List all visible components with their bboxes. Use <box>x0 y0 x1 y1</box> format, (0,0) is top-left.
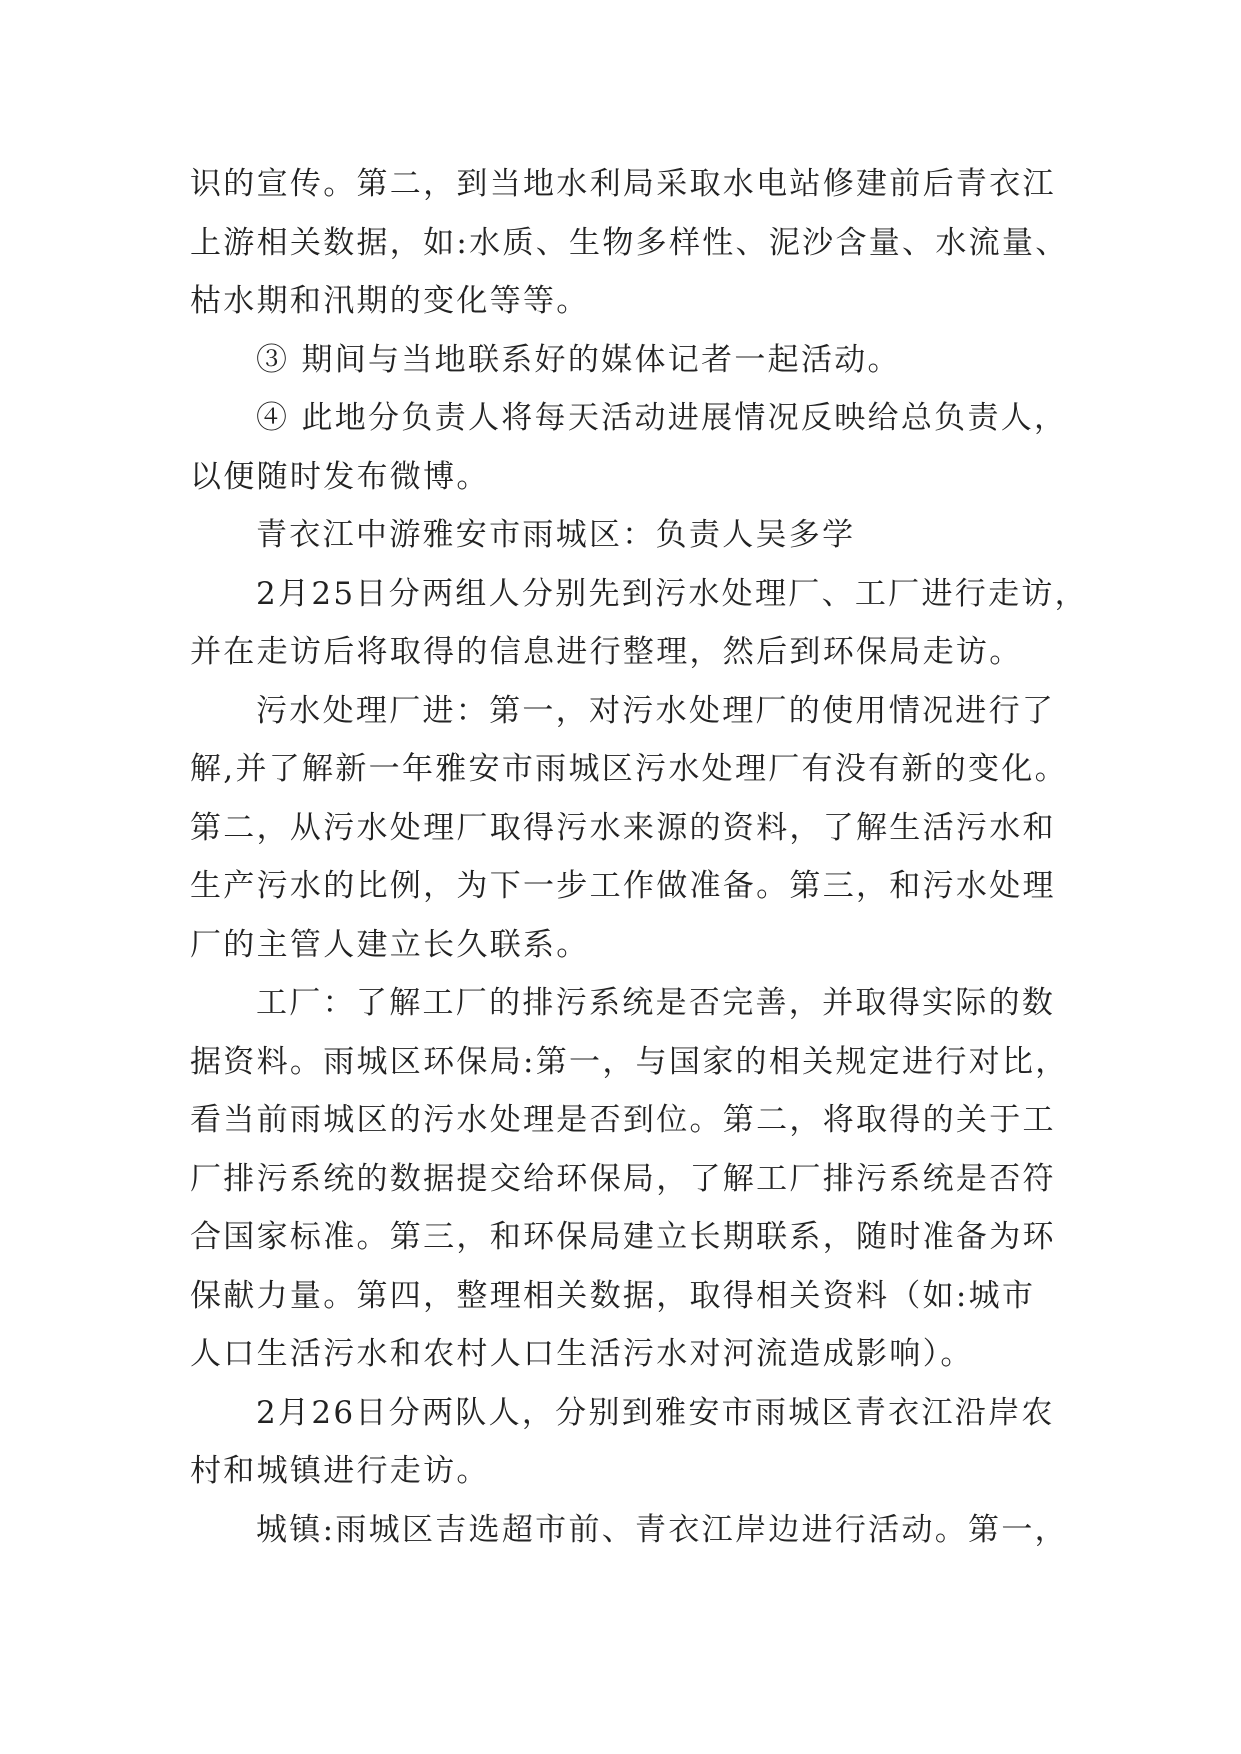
paragraph-start: 城镇:雨城区吉选超市前、青衣江岸边进行活动。第一， <box>256 1511 1068 1548</box>
text-line: 保献力量。第四，整理相关数据，取得相关资料（如:城市 <box>190 1277 1036 1314</box>
text-line: 识的宣传。第二，到当地水利局采取水电站修建前后青衣江 <box>190 166 1056 202</box>
paragraph-start: 污水处理厂进：第一，对污水处理厂的使用情况进行了 <box>256 692 1056 729</box>
text-line: 看当前雨城区的污水处理是否到位。第二，将取得的关于工 <box>190 1102 1056 1138</box>
list-item-3: ③ 期间与当地联系好的媒体记者一起活动。 <box>256 341 901 378</box>
text-line: 以便随时发布微博。 <box>190 458 490 495</box>
section-heading: 青衣江中游雅安市雨城区：负责人吴多学 <box>256 517 856 553</box>
text-line: 第二，从污水处理厂取得污水来源的资料，了解生活污水和 <box>190 809 1056 846</box>
paragraph-start: 2月25日分两组人分别先到污水处理厂、工厂进行走访， <box>256 575 1088 612</box>
list-item-4: ④ 此地分负责人将每天活动进展情况反映给总负责人， <box>256 400 1068 436</box>
text-line: 厂排污系统的数据提交给环保局，了解工厂排污系统是否符 <box>190 1160 1056 1197</box>
text-line: 生产污水的比例，为下一步工作做准备。第三，和污水处理 <box>190 868 1056 904</box>
paragraph-start: 2月26日分两队人，分别到雅安市雨城区青衣江沿岸农 <box>256 1394 1055 1431</box>
text-line: 合国家标准。第三，和环保局建立长期联系，随时准备为环 <box>190 1219 1056 1255</box>
text-line: 人口生活污水和农村人口生活污水对河流造成影响）。 <box>190 1336 974 1372</box>
text-line: 上游相关数据，如:水质、生物多样性、泥沙含量、水流量、 <box>190 224 1069 261</box>
text-line: 村和城镇进行走访。 <box>190 1453 490 1489</box>
text-line: 枯水期和汛期的变化等等。 <box>190 283 590 319</box>
text-line: 并在走访后将取得的信息进行整理，然后到环保局走访。 <box>190 634 1023 670</box>
text-line: 据资料。雨城区环保局:第一，与国家的相关规定进行对比， <box>190 1043 1069 1080</box>
text-line: 厂的主管人建立长久联系。 <box>190 926 590 963</box>
paragraph-start: 工厂：了解工厂的排污系统是否完善，并取得实际的数 <box>256 985 1056 1021</box>
text-line: 解,并了解新一年雅安市雨城区污水处理厂有没有新的变化。 <box>190 751 1068 787</box>
document-body <box>190 155 1088 1559</box>
